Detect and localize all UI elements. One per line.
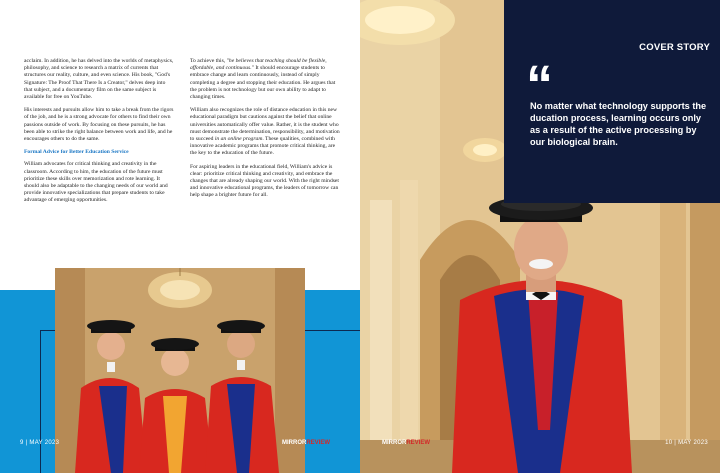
text-run: . These qualities, combined with innovative academic programs that promote critical thinking, are the key to the education of the future. bbox=[190, 136, 336, 157]
pull-quote-text: No matter what technology supports the ducation process, learning occurs only as a result of the active processing by our biological brain. bbox=[530, 101, 707, 147]
paragraph bbox=[190, 107, 340, 157]
text-run: William also recognizes the role of distance education in this new educational paradigm but cautions against the belief that online universities automatically offer value. Rather, it is the student who must demonstrate the determination, responsibility, and motivation to succeed bbox=[190, 107, 340, 143]
section-subheading: Formal Advice for Better Education Service bbox=[24, 149, 129, 156]
right-page bbox=[360, 0, 720, 473]
photo-three-graduates bbox=[55, 268, 305, 473]
italic-text: in an online program bbox=[214, 136, 263, 143]
paragraph: His interests and pursuits allow him to take a break from the rigors of the job, and he is a strong advocate for others to find their own passions outside of work. By focusing on these pursuits, he has been able to strike the right balance between work and life, and he encourages others to do the same. bbox=[24, 107, 174, 143]
pull-quote-box bbox=[504, 0, 720, 203]
article-column-2 bbox=[190, 58, 340, 206]
logo-part: MIRROR bbox=[282, 440, 307, 446]
italic-quote: "he believes that teaching should be flexible, affordable, and continuous. bbox=[190, 58, 327, 72]
page-number-right: 10 | MAY 2023 bbox=[665, 440, 708, 446]
article-column-1 bbox=[24, 58, 174, 211]
photo-illustration bbox=[55, 268, 305, 473]
page-number-left: 9 | MAY 2023 bbox=[20, 440, 60, 446]
paragraph bbox=[190, 58, 340, 101]
logo-part: REVIEW bbox=[306, 440, 331, 446]
text-run: " It should encourage students to embrace change and learn continuously, instead of simply completing a degree and stopping their education. He argues that the problem is not technology but our own ability to adapt to changing times. bbox=[190, 65, 336, 101]
section-label: COVER STORY bbox=[639, 42, 710, 53]
quote-mark-icon: “ bbox=[526, 55, 553, 115]
paragraph: For aspiring leaders in the educational field, William's advice is clear: prioritize critical thinking and creativity, and embrace the changes that are already shaping our world. With the right mindset and innovative educational programs, the leaders of tomorrow can help shape a brighter future for all. bbox=[190, 163, 339, 199]
paragraph: William advocates for critical thinking and creativity in the classroom. According to him, the education of the future must prioritize these skills over memorization and rote learning. It should also be adaptable to the changing needs of our world and provide innovative specializations that prepare students to take advantage of emerging opportunities. bbox=[24, 161, 168, 204]
text-run: To achieve this, bbox=[190, 58, 227, 64]
magazine-logo bbox=[382, 440, 430, 446]
paragraph: acclaim. In addition, he has delved into the worlds of metaphysics, philosophy, and science to research a matrix of currents that structures our reality, culture, and even science. His book, "God's Signature: The Proof That There Is a Creator," delves deep into that subject, and a documentary film on the same subject is available for free on YouTube. bbox=[24, 58, 174, 101]
logo-part: REVIEW bbox=[406, 440, 431, 446]
logo-part: MIRROR bbox=[382, 440, 407, 446]
magazine-logo bbox=[282, 440, 330, 446]
